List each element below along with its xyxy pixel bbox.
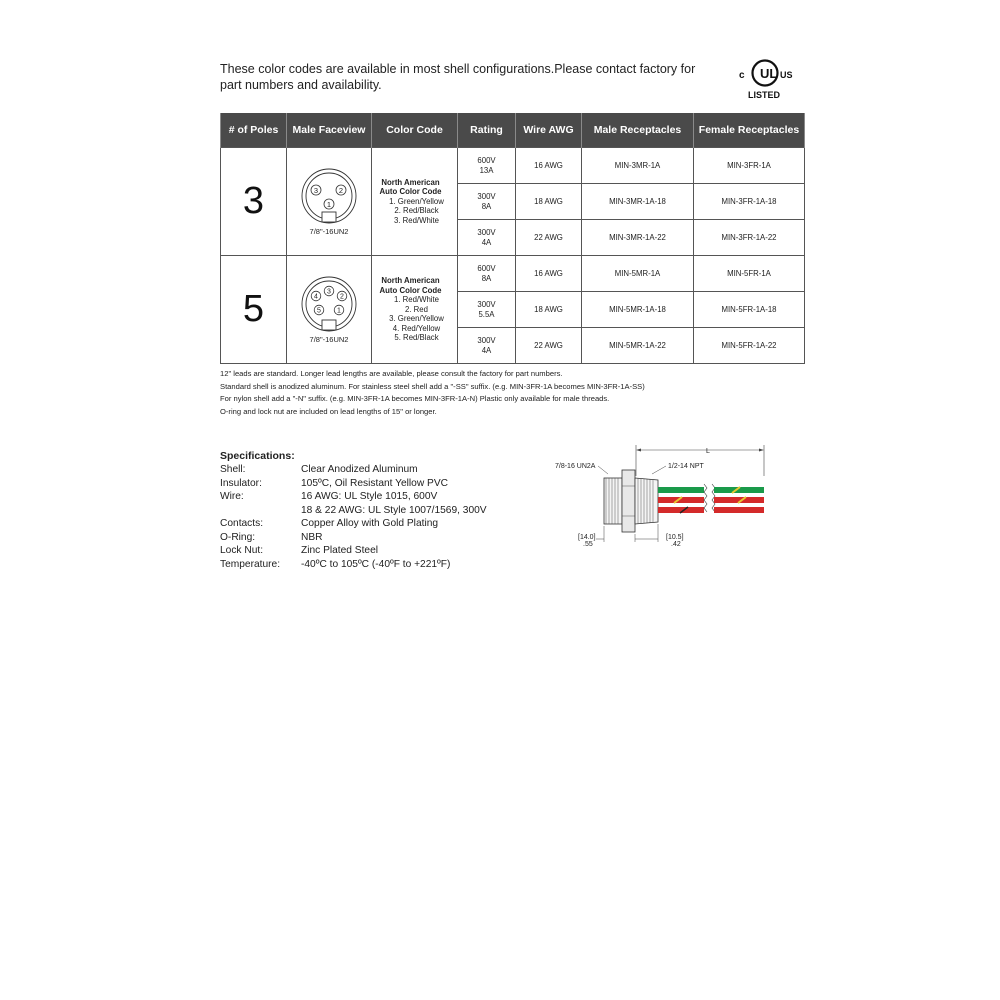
table-row	[221, 256, 805, 292]
specifications-block	[220, 450, 487, 571]
wire-red	[714, 507, 764, 513]
color-code-item: 3. Green/Yellow	[389, 314, 444, 324]
ul-logo-ul: UL	[760, 66, 778, 81]
header-wire-awg: Wire AWG	[516, 113, 582, 148]
spec-label: Lock Nut:	[220, 545, 264, 556]
faceview-thread-label: 7/8"-16UN2	[309, 227, 349, 237]
rating-cell: 300V 8A	[458, 184, 516, 220]
rating-cell: 300V 4A	[458, 328, 516, 364]
table-row	[221, 148, 805, 184]
thread-label: 7/8-16 UN2A	[555, 463, 596, 470]
spec-value: 105ºC, Oil Resistant Yellow PVC	[301, 477, 448, 489]
color-code-item: 4. Red/Yellow	[392, 323, 441, 333]
spec-row	[220, 531, 487, 545]
color-code-item: 5. Red/Black	[394, 333, 439, 343]
color-code-cell	[372, 256, 458, 364]
hex-flange	[622, 470, 635, 532]
header-rating: Rating	[458, 113, 516, 148]
svg-text:2: 2	[338, 186, 344, 196]
spec-row	[220, 490, 487, 504]
table-header-row	[221, 113, 805, 148]
spec-row	[220, 477, 487, 491]
svg-text:5: 5	[317, 307, 321, 315]
awg-cell: 16 AWG	[516, 256, 582, 292]
svg-text:3: 3	[313, 186, 319, 196]
note-line: For nylon shell add a "-N" suffix. (e.g. MIN-3FR-1A becomes MIN-3FR-1A-N) Plastic only available for male threads.	[220, 394, 610, 403]
dim-right-mm: [10.5]	[666, 534, 684, 541]
male-part-cell: MIN-5MR-1A-18	[582, 292, 694, 328]
note-line: O-ring and lock nut are included on lead lengths of 15" or longer.	[220, 406, 437, 416]
male-part-cell: MIN-5MR-1A	[582, 256, 694, 292]
spec-label: Insulator:	[220, 477, 262, 489]
svg-text:2: 2	[340, 293, 344, 301]
female-part-cell: MIN-3FR-1A	[694, 148, 805, 184]
dim-left-mm: [14.0]	[578, 534, 596, 541]
male-part-cell: MIN-5MR-1A-22	[582, 328, 694, 364]
color-code-title-2: Auto Color Code	[379, 187, 442, 197]
male-faceview-cell	[287, 148, 372, 256]
awg-cell: 16 AWG	[516, 148, 582, 184]
npt-label: 1/2-14 NPT	[668, 463, 704, 470]
spec-row	[220, 504, 487, 518]
male-part-cell: MIN-3MR-1A	[582, 148, 694, 184]
intro-text	[220, 61, 720, 93]
rating-cell: 300V 4A	[458, 220, 516, 256]
color-code-title-1: North American	[381, 177, 440, 187]
intro-line-2: part numbers and availability.	[220, 78, 382, 92]
color-code-item: 1. Green/Yellow	[389, 196, 444, 206]
svg-text:3: 3	[327, 288, 331, 296]
female-part-cell: MIN-5FR-1A-18	[694, 292, 805, 328]
spec-label: Wire:	[220, 491, 244, 502]
awg-cell: 18 AWG	[516, 292, 582, 328]
header-color-code: Color Code	[372, 113, 458, 148]
svg-text:1: 1	[326, 200, 332, 210]
dim-right-in: .42	[671, 541, 681, 548]
note-line: Standard shell is anodized aluminum. For stainless steel shell add a "-SS" suffix. (e.g. MIN-3FR-1A becomes MIN-3FR-1A-SS)	[220, 381, 645, 391]
female-part-cell: MIN-5FR-1A	[694, 256, 805, 292]
intro-line-1: These color codes are available in most shell configurations.Please contact factory for	[220, 62, 696, 76]
svg-text:4: 4	[314, 293, 318, 301]
spec-label: Temperature:	[220, 558, 281, 570]
spec-value: Clear Anodized Aluminum	[301, 464, 418, 475]
female-part-cell: MIN-3FR-1A-22	[694, 220, 805, 256]
ul-logo-us: US	[780, 70, 793, 80]
front-thread-body	[604, 478, 622, 524]
color-code-item: 3. Red/White	[393, 215, 440, 225]
spec-row	[220, 463, 487, 477]
color-code-cell	[372, 148, 458, 256]
npt-thread-body	[635, 478, 658, 524]
wire-green	[658, 487, 704, 493]
female-part-cell: MIN-5FR-1A-22	[694, 328, 805, 364]
spec-row	[220, 558, 487, 572]
male-part-cell: MIN-3MR-1A-18	[582, 184, 694, 220]
spec-value: Zinc Plated Steel	[301, 545, 379, 556]
awg-cell: 22 AWG	[516, 328, 582, 364]
header-male-receptacles: Male Receptacles	[582, 113, 694, 148]
color-code-item: 2. Red	[405, 304, 428, 314]
poles-cell: 3	[221, 148, 287, 256]
spec-label	[220, 504, 301, 518]
svg-text:1: 1	[337, 307, 341, 315]
faceview-3-pin-icon	[299, 166, 359, 226]
spec-value: 18 & 22 AWG: UL Style 1007/1569, 300V	[301, 504, 487, 516]
color-code-title-1: North American	[381, 276, 440, 286]
header-female-receptacles: Female Receptacles	[694, 113, 805, 148]
rating-cell: 600V 8A	[458, 256, 516, 292]
spec-label: O-Ring:	[220, 531, 256, 543]
faceview-thread-label: 7/8"-16UN2	[309, 335, 349, 345]
table-notes	[220, 368, 820, 418]
receptacle-drawing	[540, 440, 780, 552]
rating-cell: 300V 5.5A	[458, 292, 516, 328]
ul-logo-listed: LISTED	[748, 90, 781, 100]
male-faceview-cell	[287, 256, 372, 364]
color-code-item: 1. Red/White	[393, 295, 440, 305]
spec-row	[220, 517, 487, 531]
spec-value: -40ºC to 105ºC (-40ºF to +221ºF)	[301, 558, 451, 570]
specifications-title: Specifications:	[220, 450, 295, 462]
note-line: 12" leads are standard. Longer lead lengths are available, please consult the factory for part numbers.	[220, 369, 563, 378]
spec-label: Shell:	[220, 464, 246, 475]
color-code-item: 2. Red/Black	[394, 206, 439, 216]
part-number-table	[220, 113, 805, 364]
color-code-title-2: Auto Color Code	[379, 285, 442, 295]
ul-listed-logo	[736, 55, 798, 103]
length-label: L	[706, 448, 710, 455]
spec-value: NBR	[301, 531, 323, 543]
spec-label: Contacts:	[220, 518, 264, 529]
header-poles: # of Poles	[221, 113, 287, 148]
spec-value: Copper Alloy with Gold Plating	[301, 518, 439, 529]
awg-cell: 22 AWG	[516, 220, 582, 256]
ul-logo-c: c	[739, 70, 745, 81]
dim-left-in: .55	[583, 541, 593, 548]
faceview-5-pin-icon	[299, 274, 359, 334]
spec-value: 16 AWG: UL Style 1015, 600V	[301, 491, 438, 502]
male-part-cell: MIN-3MR-1A-22	[582, 220, 694, 256]
female-part-cell: MIN-3FR-1A-18	[694, 184, 805, 220]
poles-cell: 5	[221, 256, 287, 364]
header-male-faceview: Male Faceview	[287, 113, 372, 148]
spec-row	[220, 544, 487, 558]
awg-cell: 18 AWG	[516, 184, 582, 220]
rating-cell: 600V 13A	[458, 148, 516, 184]
